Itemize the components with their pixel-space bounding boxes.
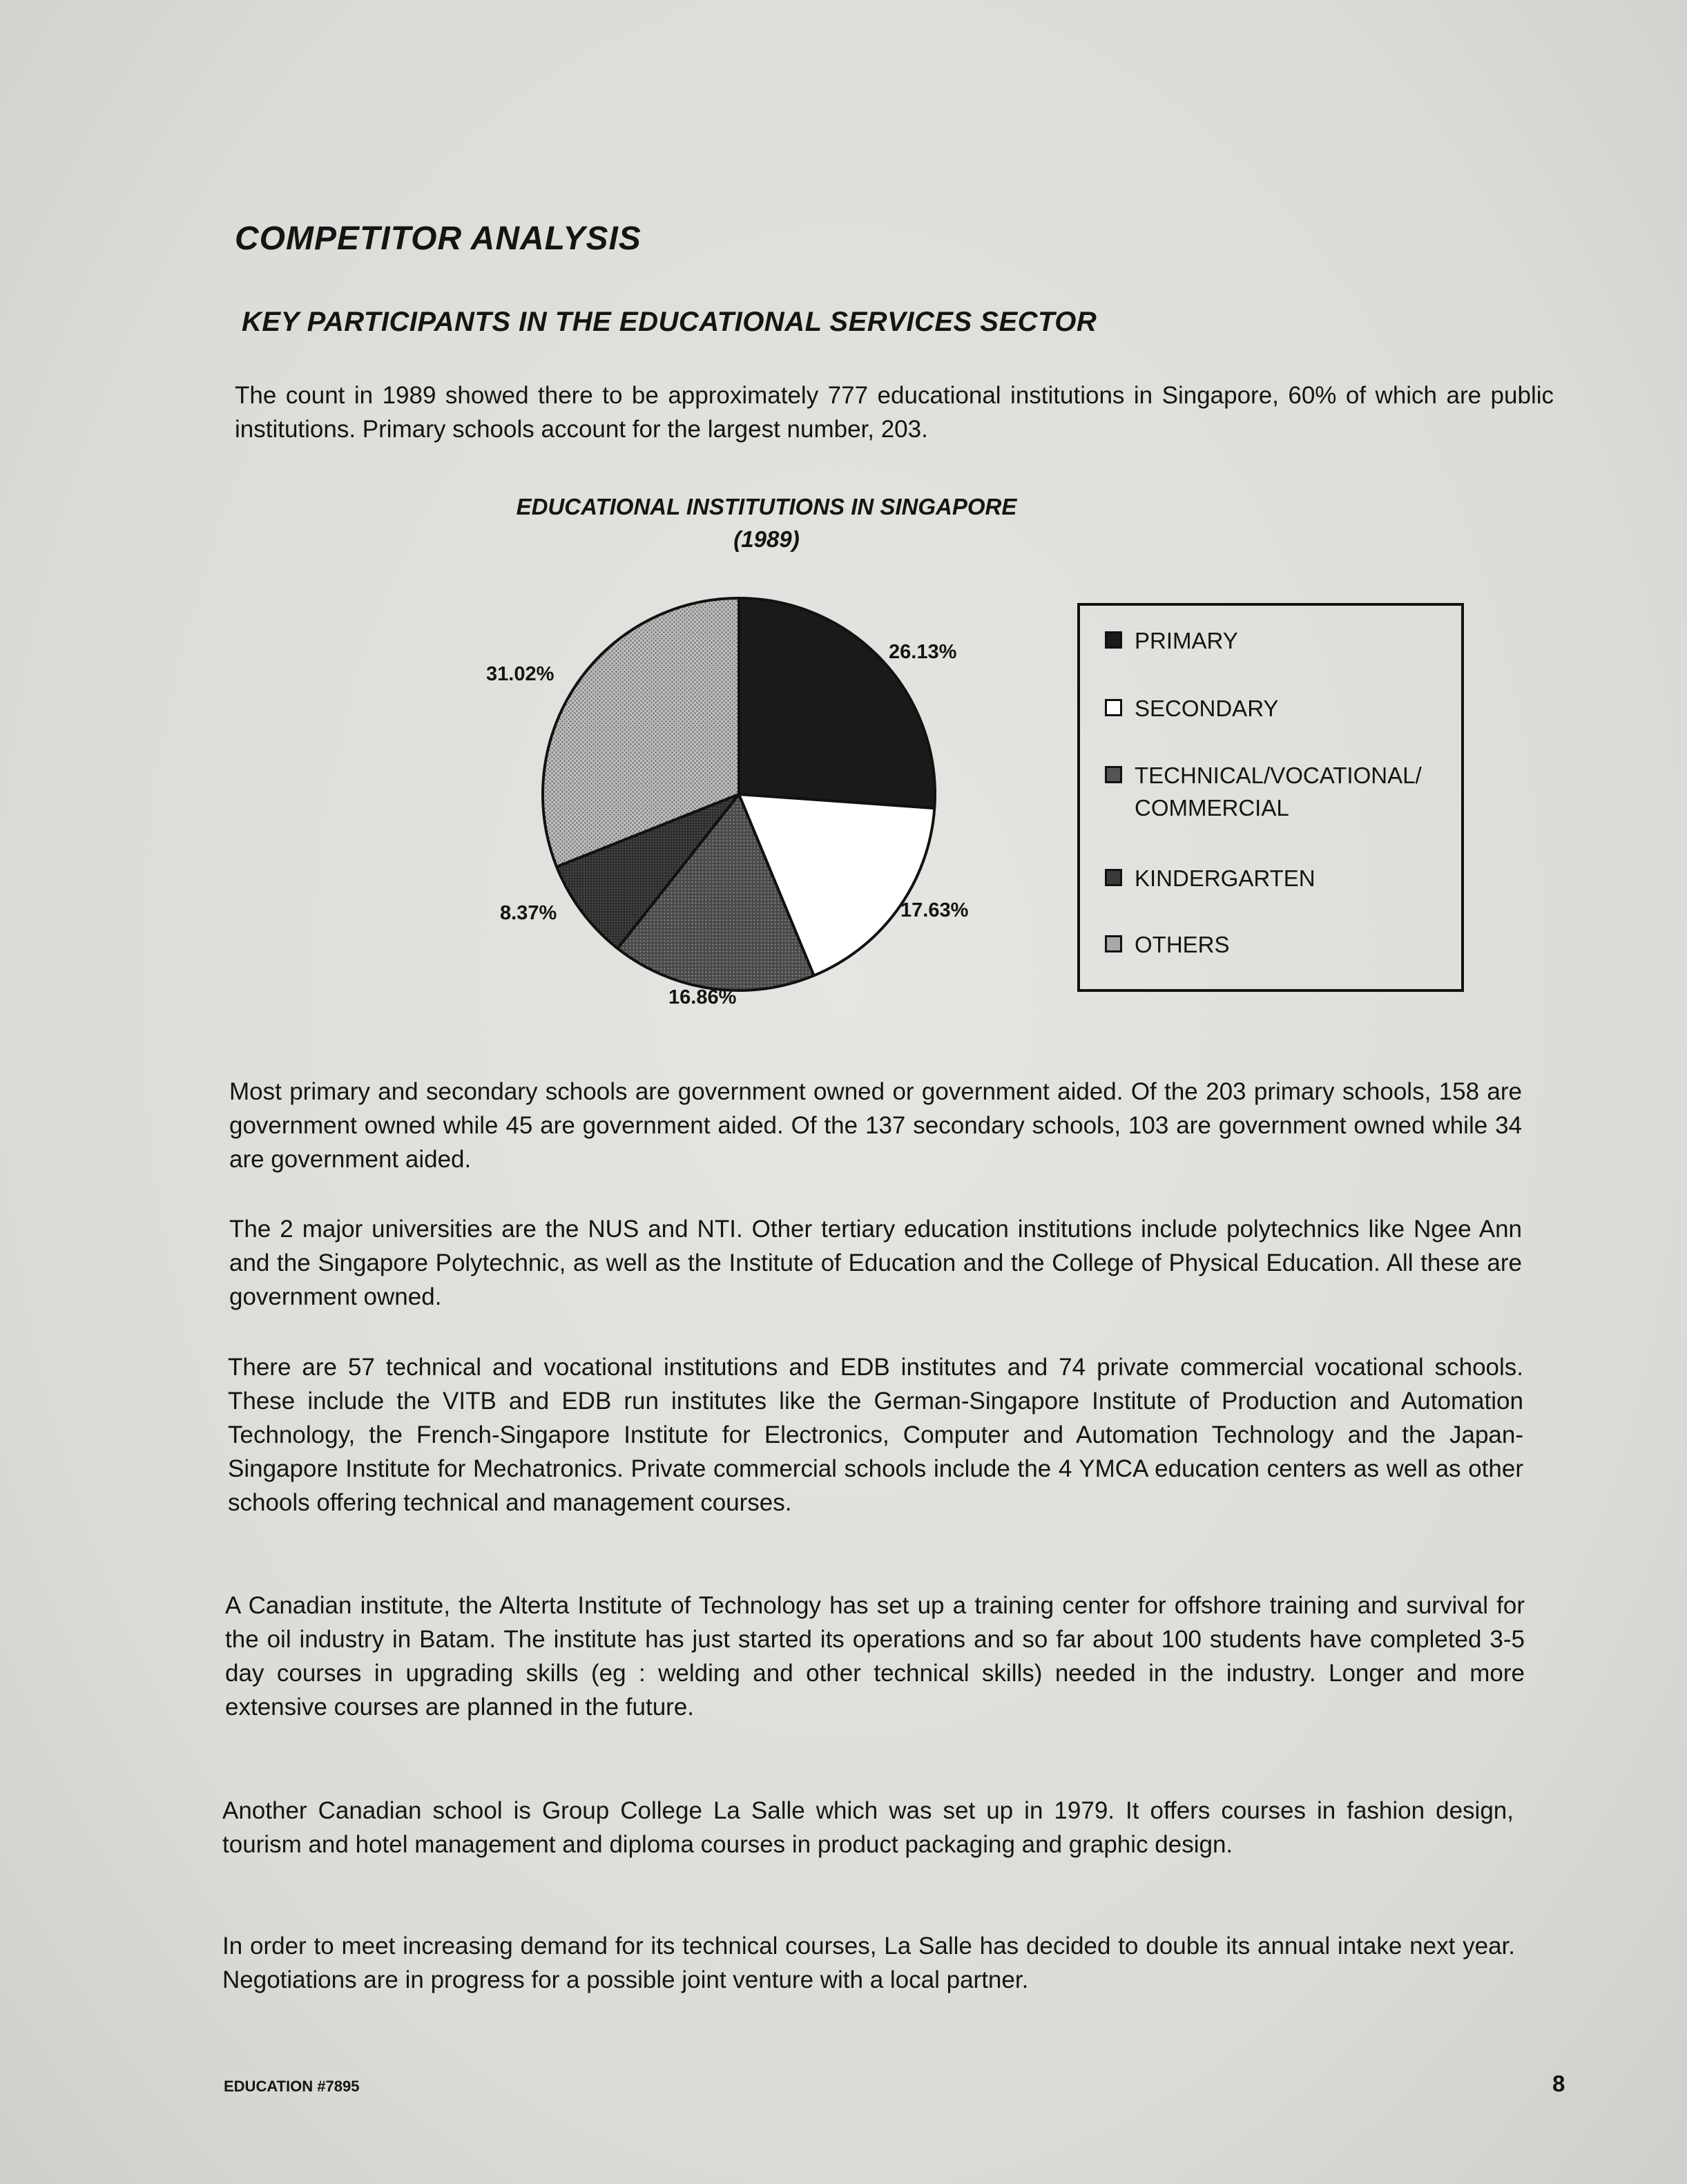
legend-label-primary: PRIMARY [1135, 628, 1238, 653]
pie-chart [539, 594, 939, 995]
paragraph-la-salle: Another Canadian school is Group College La Salle which was set up in 1979. It offers courses in fashion design, tourism and hotel management and diploma courses in product packaging and graphic design. [222, 1797, 1514, 1858]
legend-label-technical [1135, 759, 1422, 824]
legend-item-kindergarten [1105, 862, 1315, 894]
chart-title [442, 490, 1091, 555]
slice-label-secondary: 17.63% [900, 899, 969, 921]
pie-slice-primary [739, 598, 935, 808]
legend-item-technical [1105, 759, 1422, 824]
slice-label-primary: 26.13% [889, 641, 957, 663]
legend-label-technical-line1: TECHNICAL/VOCATIONAL/ [1135, 763, 1422, 788]
chart-title-line: EDUCATIONAL INSTITUTIONS IN SINGAPORE [516, 494, 1017, 519]
slice-label-kindergarten: 8.37% [500, 902, 557, 924]
pie-slices [543, 598, 935, 990]
footer-document-id: EDUCATION #7895 [224, 2078, 360, 2095]
legend-label-others: OTHERS [1135, 932, 1230, 957]
legend-swatch-technical [1105, 766, 1122, 783]
legend-swatch-secondary [1105, 699, 1122, 716]
paragraph-la-salle-expansion: In order to meet increasing demand for its technical courses, La Salle has decided to double its annual intake next year. Negotiations are in progress for a possible joint venture with a local partner. [222, 1933, 1515, 1993]
legend-item-primary [1105, 624, 1238, 657]
page-heading: COMPETITOR ANALYSIS [235, 220, 642, 257]
section-subheading: KEY PARTICIPANTS IN THE EDUCATIONAL SERVICES SECTOR [242, 307, 1097, 337]
legend-item-others [1105, 928, 1230, 961]
legend-swatch-others [1105, 935, 1122, 952]
legend-swatch-kindergarten [1105, 869, 1122, 886]
paragraph-alterta-institute: A Canadian institute, the Alterta Institute of Technology has set up a training center for offshore training and survival for the oil industry in Batam. The institute has just started its operations and so far about 100 students have completed 3-5 day courses in upgrading skills (eg : welding and other technical skills) needed in the industry. Longer and more extensive courses are planned in the future. [225, 1592, 1525, 1721]
paragraph-schools-ownership: Most primary and secondary schools are government owned or government aided. Of the 203 primary schools, 158 are government owned while 45 are government aided. Of the 137 secondary schools, 103 are government owned while 34 are government aided. [229, 1078, 1522, 1173]
legend-item-secondary [1105, 692, 1278, 725]
legend-label-kindergarten: KINDERGARTEN [1135, 865, 1315, 891]
legend-label-technical-line2: COMMERCIAL [1135, 795, 1289, 821]
slice-label-technical: 16.86% [668, 986, 737, 1008]
slice-label-others: 31.02% [486, 663, 555, 685]
intro-paragraph: The count in 1989 showed there to be approximately 777 educational institutions in Singapore, 60% of which are public institutions. Primary schools account for the largest number, 203. [235, 382, 1554, 443]
chart-subtitle-year: (1989) [733, 526, 800, 552]
legend-swatch-primary [1105, 631, 1122, 649]
paragraph-universities: The 2 major universities are the NUS and NTI. Other tertiary education institutions include polytechnics like Ngee Ann and the Singapore Polytechnic, as well as the Institute of Education and the College of Physical Education. All these are government owned. [229, 1216, 1522, 1310]
legend-label-secondary: SECONDARY [1135, 696, 1279, 721]
paragraph-technical-institutions: There are 57 technical and vocational institutions and EDB institutes and 74 private commercial vocational schools. These include the VITB and EDB run institutes like the German-Singapore Institute of Production and Automation Technology, the French-Singapore Institute for Electronics, Computer and Automation Technology and the Japan-Singapore Institute for Mechatronics. Private commercial schools include the 4 YMCA education centers as well as other schools offering technical and management courses. [228, 1354, 1523, 1516]
chart-legend [1077, 603, 1464, 992]
page-number: 8 [1552, 2071, 1565, 2096]
